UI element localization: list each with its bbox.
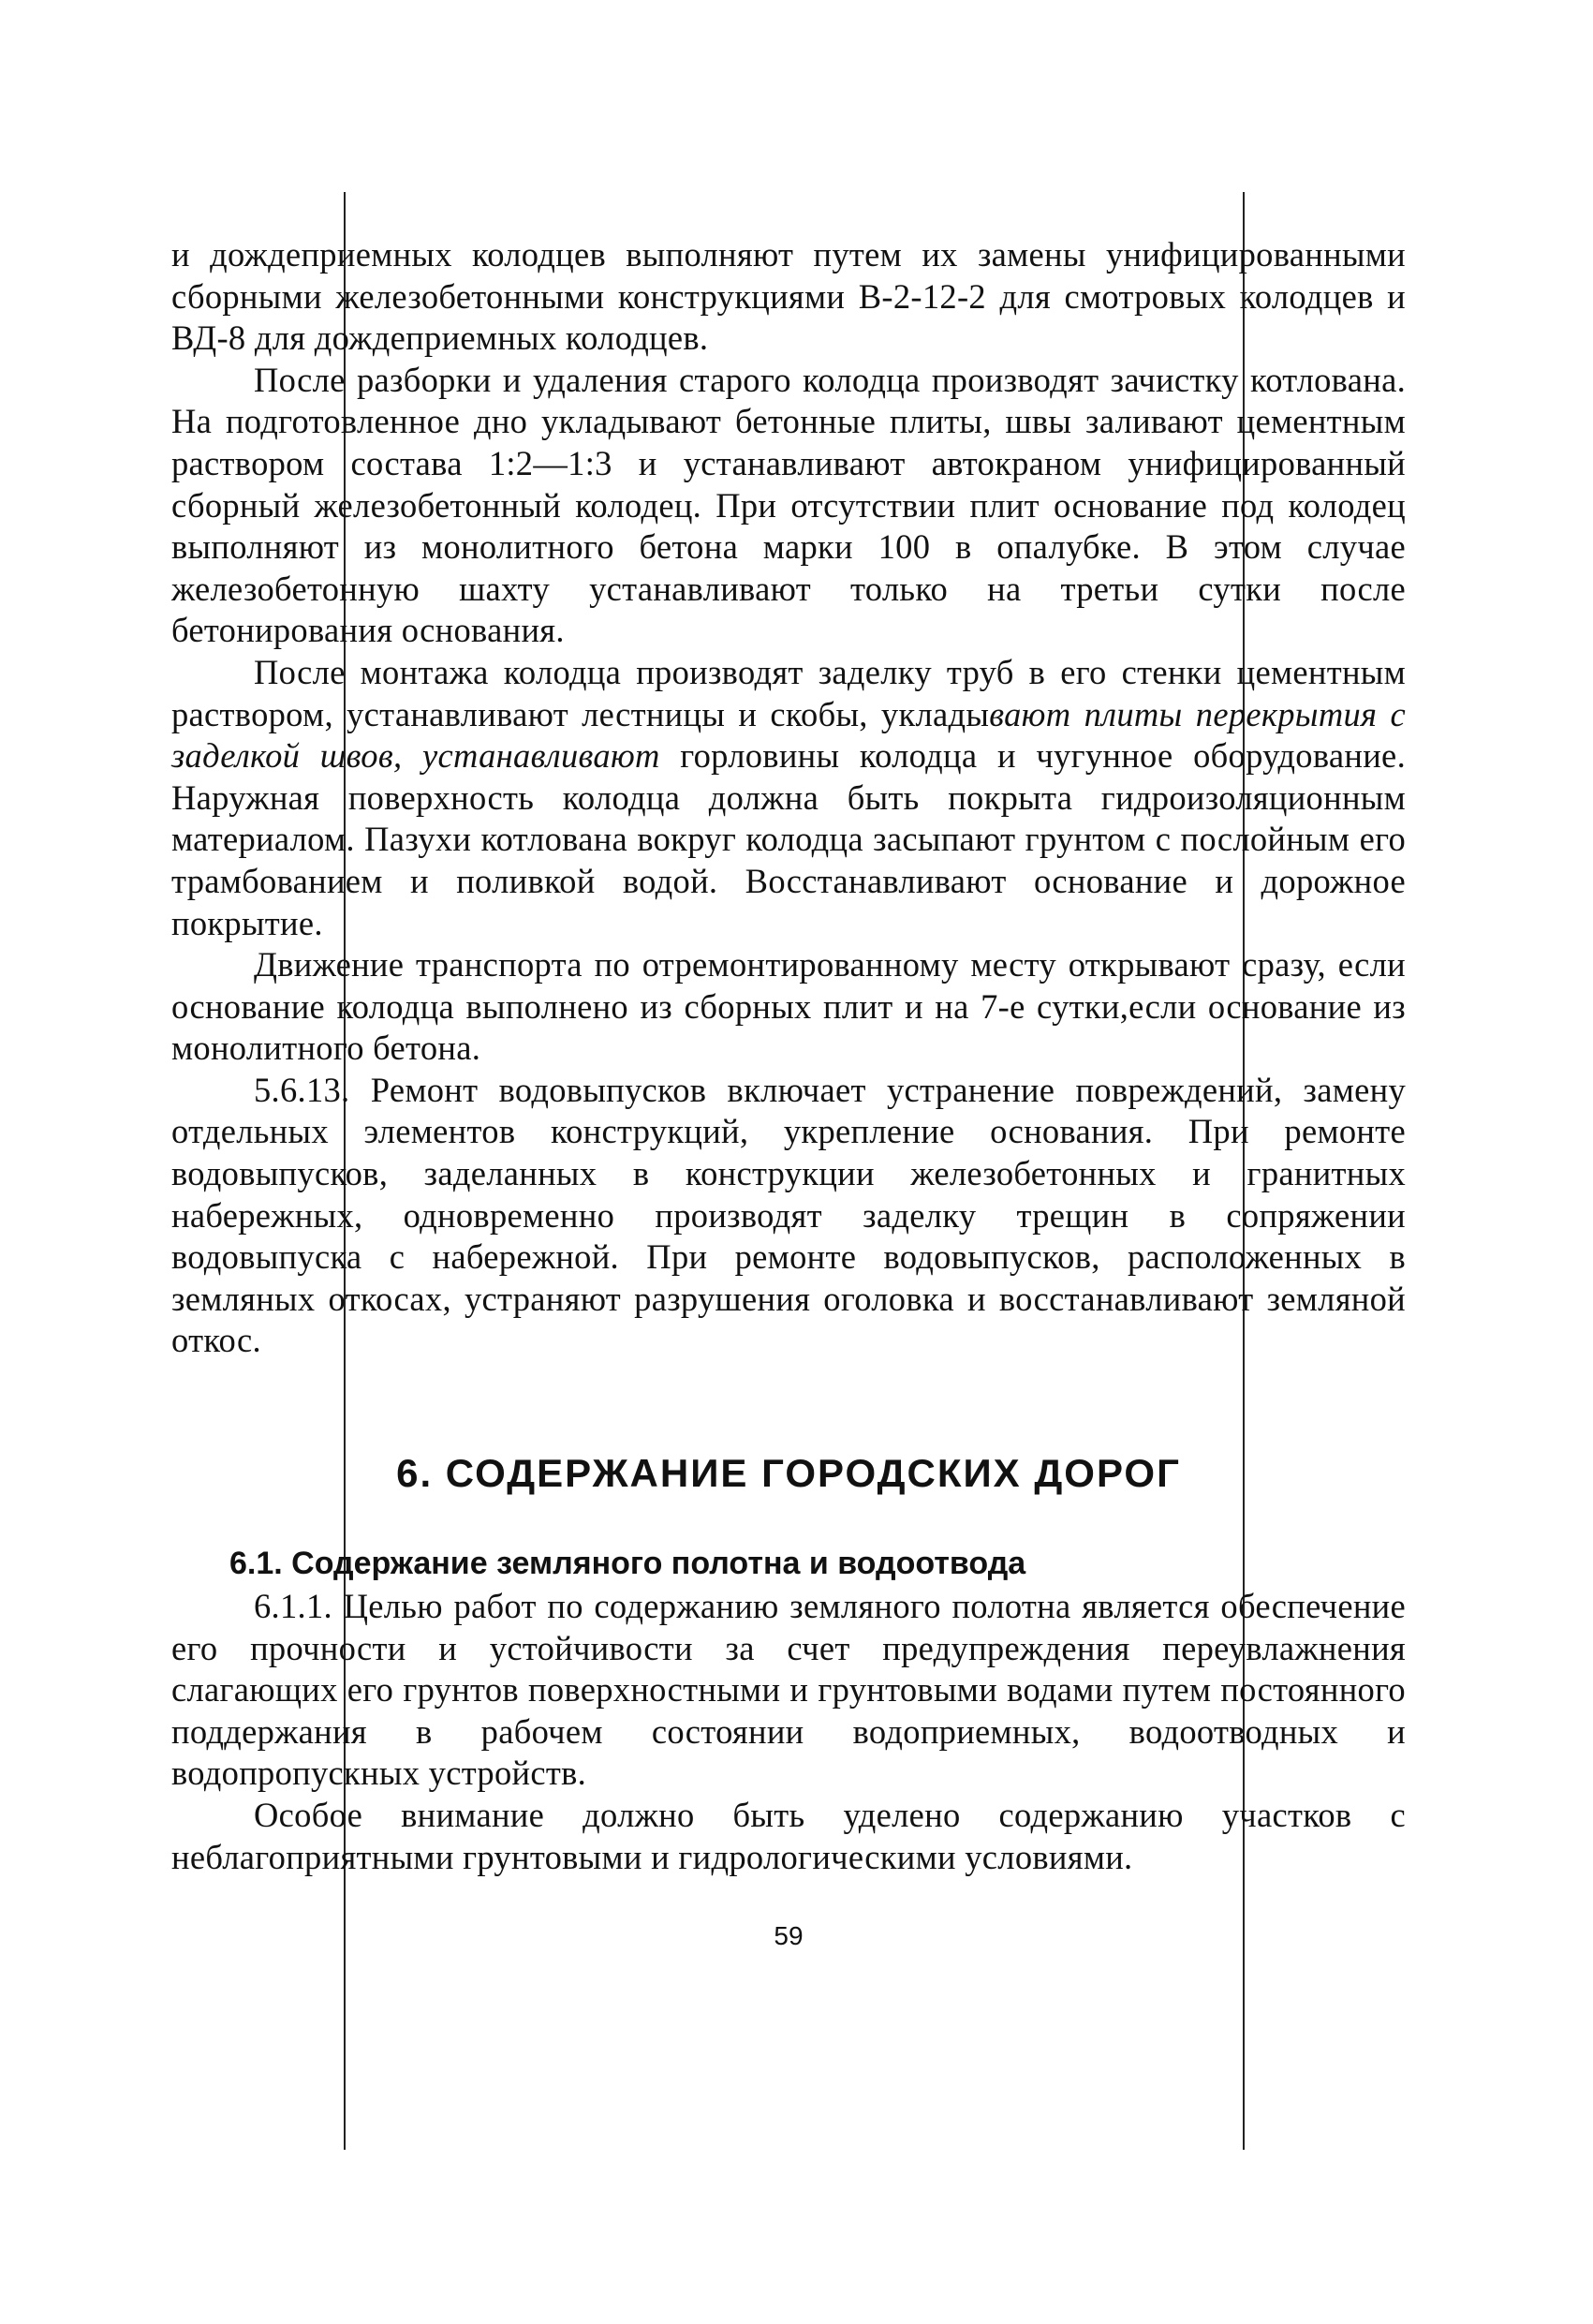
section-subtitle: 6.1. Содержание земляного полотна и водоотвода: [229, 1546, 1026, 1582]
paragraph-5: 5.6.13. Ремонт водовыпусков включает устранение повреждений, замену отдельных элементов конструкций, укрепление основания. При ремонте водовыпусков, заделанных в конструкции железобетонных и гранитных набережных, одновременно производят заделку трещин в сопряжении водовыпуска с набережной. При ремонте водовыпусков, расположенных в земляных откосах, устраняют разрушения оголовка и восстанавливают земляной откос.: [171, 1070, 1406, 1360]
paragraph-3-italic: вают плиты перекрытия с заделкой швов, устанавливают: [171, 694, 1406, 776]
paragraph-3-start: После монтажа колодца производят заделку труб в его стенки цементным раствором, устанавливают лестницы и скобы, уклады: [171, 652, 1406, 733]
paragraph-6: 6.1.1. Целью работ по содержанию земляного полотна является обеспечение его прочности и устойчивости за счет предупреждения переувлажнения слагающих его грунтов поверхностными и грунтовыми водами путем постоянного поддержания в рабочем состоянии водоприемных, водоотводных и водопропускных устройств.: [171, 1587, 1406, 1793]
paragraph-2: После разборки и удаления старого колодца производят зачистку котлована. На подготовленное дно укладывают бетонные плиты, швы заливают цементным раствором состава 1:2—1:3 и устанавливают автокраном унифицированный сборный железобетонный колодец. При отсутствии плит основание под колодец выполняют из монолитного бетона марки 100 в опалубке. В этом случае железобетонную шахту устанавливают только на третьи сутки после бетонирования основания.: [171, 360, 1406, 650]
document-page: [171, 234, 1406, 1951]
section-title: 6. СОДЕРЖАНИЕ ГОРОДСКИХ ДОРОГ: [396, 1451, 1181, 1496]
paragraph-1: и дождеприемных колодцев выполняют путем их замены унифицированными сборными железобетонными конструкциями В-2-12-2 для смотровых колодцев и ВД-8 для дождеприемных колодцев.: [171, 235, 1406, 358]
paragraph-7: Особое внимание должно быть уделено содержанию участков с неблагоприятными грунтовыми и гидрологическими условиями.: [171, 1796, 1406, 1876]
paragraph-4: Движение транспорта по отремонтированному месту открывают сразу, если основание колодца выполнено из сборных плит и на 7-е сутки,если основание из монолитного бетона.: [171, 945, 1406, 1068]
paragraph-3: [171, 652, 1406, 944]
paragraph-3-end: горловины колодца и чугунное оборудование. Наружная поверхность колодца должна быть покрыта гидроизоляционным материалом. Пазухи котлована вокруг колодца засыпают грунтом с послойным его трамбованием и поливкой водой. Восстанавливают основание и дорожное покрытие.: [171, 736, 1406, 942]
page-number: 59: [774, 1921, 804, 1951]
